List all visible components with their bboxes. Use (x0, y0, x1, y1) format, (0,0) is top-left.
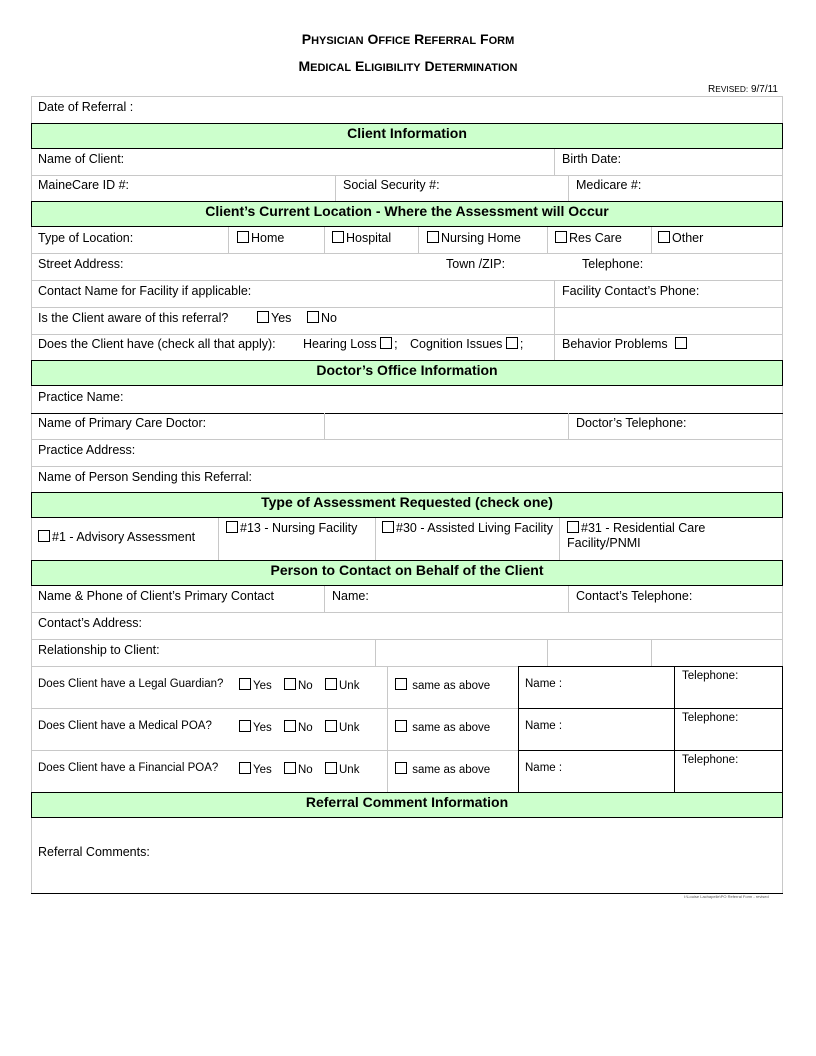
checkbox-icon[interactable] (382, 521, 394, 533)
contact-telephone-field[interactable]: Contact’s Telephone: (576, 589, 693, 603)
financial-poa-name-field[interactable]: Name : (525, 762, 563, 774)
contact-name-field[interactable]: Name: (332, 589, 369, 603)
financial-poa-no-option[interactable]: No (284, 762, 313, 776)
financial-poa-unk-option[interactable]: Unk (325, 762, 359, 776)
facility-contact-name-field[interactable]: Contact Name for Facility if applicable: (38, 284, 252, 298)
checkbox-icon[interactable] (325, 720, 337, 732)
assessment-option-1[interactable]: #1 - Advisory Assessment (38, 530, 195, 544)
practice-name-field[interactable]: Practice Name: (38, 390, 124, 404)
facility-contact-phone-field[interactable]: Facility Contact’s Phone: (562, 284, 700, 298)
checkbox-icon[interactable] (332, 231, 344, 243)
checkbox-icon[interactable] (284, 762, 296, 774)
guardian-telephone-field[interactable]: Telephone: (682, 670, 739, 682)
revised-date: REVISED: 9/7/11 (708, 84, 778, 95)
checkbox-icon[interactable] (237, 231, 249, 243)
contact-address-field[interactable]: Contact’s Address: (38, 616, 142, 630)
checkbox-icon[interactable] (395, 678, 407, 690)
primary-doctor-field[interactable]: Name of Primary Care Doctor: (38, 416, 207, 430)
assessment-option-31[interactable]: #31 - Residential Care Facility/PNMI (567, 521, 706, 550)
referral-form (31, 96, 783, 894)
checkbox-icon[interactable] (257, 311, 269, 323)
checkbox-icon[interactable] (427, 231, 439, 243)
financial-poa-question: Does Client have a Financial POA? (38, 762, 219, 774)
location-type-label: Type of Location: (38, 231, 134, 245)
guardian-yes-option[interactable]: Yes (239, 678, 272, 692)
referral-sender-field[interactable]: Name of Person Sending this Referral: (38, 470, 252, 484)
medical-poa-telephone-field[interactable]: Telephone: (682, 712, 739, 724)
checkbox-icon[interactable] (567, 521, 579, 533)
assessment-option-30[interactable]: #30 - Assisted Living Facility (382, 521, 557, 536)
client-name-field[interactable]: Name of Client: (38, 152, 125, 166)
financial-poa-same-as-above-option[interactable]: same as above (395, 762, 490, 776)
client-aware-question: Is the Client aware of this referral? (38, 311, 229, 325)
client-information-heading: Client Information (31, 123, 783, 149)
behavior-problems-option[interactable]: Behavior Problems (562, 337, 689, 351)
checkbox-icon[interactable] (675, 337, 687, 349)
checkbox-icon[interactable] (658, 231, 670, 243)
doctor-telephone-field[interactable]: Doctor’s Telephone: (576, 416, 687, 430)
relationship-field[interactable]: Relationship to Client: (38, 643, 160, 657)
location-heading: Client’s Current Location - Where the Assessment will Occur (31, 201, 783, 227)
checkbox-icon[interactable] (380, 337, 392, 349)
aware-yes-option[interactable]: Yes (257, 311, 291, 325)
contact-person-heading: Person to Contact on Behalf of the Client (31, 560, 783, 586)
medicare-field[interactable]: Medicare #: (576, 178, 642, 192)
financial-poa-yes-option[interactable]: Yes (239, 762, 272, 776)
checkbox-icon[interactable] (239, 762, 251, 774)
medical-poa-no-option[interactable]: No (284, 720, 313, 734)
practice-address-field[interactable]: Practice Address: (38, 443, 136, 457)
medical-poa-unk-option[interactable]: Unk (325, 720, 359, 734)
birth-date-field[interactable]: Birth Date: (562, 152, 622, 166)
street-address-field[interactable]: Street Address: (38, 257, 124, 271)
hearing-loss-option[interactable]: Hearing Loss ; (303, 337, 398, 351)
checkbox-icon[interactable] (38, 530, 50, 542)
medical-poa-same-as-above-option[interactable]: same as above (395, 720, 490, 734)
mainecare-id-field[interactable]: MaineCare ID #: (38, 178, 130, 192)
location-home-option[interactable]: Home (237, 231, 284, 245)
client-conditions-question: Does the Client have (check all that apply): (38, 337, 276, 351)
form-title: PHYSICIAN OFFICE REFERRAL FORM (301, 31, 515, 47)
location-hospital-option[interactable]: Hospital (332, 231, 391, 245)
checkbox-icon[interactable] (555, 231, 567, 243)
referral-comment-heading: Referral Comment Information (31, 792, 783, 818)
file-path-footer: I:\Louise Lachapelle\PO Referral Form - revised (684, 894, 769, 899)
cognition-issues-option[interactable]: Cognition Issues ; (410, 337, 524, 351)
medical-poa-yes-option[interactable]: Yes (239, 720, 272, 734)
ssn-field[interactable]: Social Security #: (343, 178, 440, 192)
location-nursing-home-option[interactable]: Nursing Home (427, 231, 521, 245)
checkbox-icon[interactable] (395, 720, 407, 732)
aware-no-option[interactable]: No (307, 311, 337, 325)
checkbox-icon[interactable] (506, 337, 518, 349)
form-subtitle: MEDICAL ELIGIBILITY DETERMINATION (298, 58, 518, 74)
checkbox-icon[interactable] (307, 311, 319, 323)
checkbox-icon[interactable] (226, 521, 238, 533)
checkbox-icon[interactable] (395, 762, 407, 774)
checkbox-icon[interactable] (284, 720, 296, 732)
doctor-office-heading: Doctor’s Office Information (31, 360, 783, 386)
primary-contact-label: Name & Phone of Client’s Primary Contact (38, 589, 274, 603)
checkbox-icon[interactable] (325, 678, 337, 690)
checkbox-icon[interactable] (284, 678, 296, 690)
medical-poa-question: Does Client have a Medical POA? (38, 720, 212, 732)
assessment-option-13[interactable]: #13 - Nursing Facility (226, 521, 366, 536)
location-telephone-field[interactable]: Telephone: (582, 257, 644, 271)
medical-poa-name-field[interactable]: Name : (525, 720, 563, 732)
date-of-referral-field[interactable]: Date of Referral : (38, 100, 134, 114)
assessment-type-heading: Type of Assessment Requested (check one) (31, 492, 783, 518)
legal-guardian-question: Does Client have a Legal Guardian? (38, 678, 224, 690)
location-other-option[interactable]: Other (658, 231, 703, 245)
guardian-name-field[interactable]: Name : (525, 678, 563, 690)
guardian-unk-option[interactable]: Unk (325, 678, 359, 692)
checkbox-icon[interactable] (325, 762, 337, 774)
town-zip-field[interactable]: Town /ZIP: (446, 257, 506, 271)
checkbox-icon[interactable] (239, 720, 251, 732)
guardian-no-option[interactable]: No (284, 678, 313, 692)
checkbox-icon[interactable] (239, 678, 251, 690)
financial-poa-telephone-field[interactable]: Telephone: (682, 754, 739, 766)
guardian-same-as-above-option[interactable]: same as above (395, 678, 490, 692)
location-res-care-option[interactable]: Res Care (555, 231, 622, 245)
referral-comments-field[interactable]: Referral Comments: (38, 845, 150, 859)
